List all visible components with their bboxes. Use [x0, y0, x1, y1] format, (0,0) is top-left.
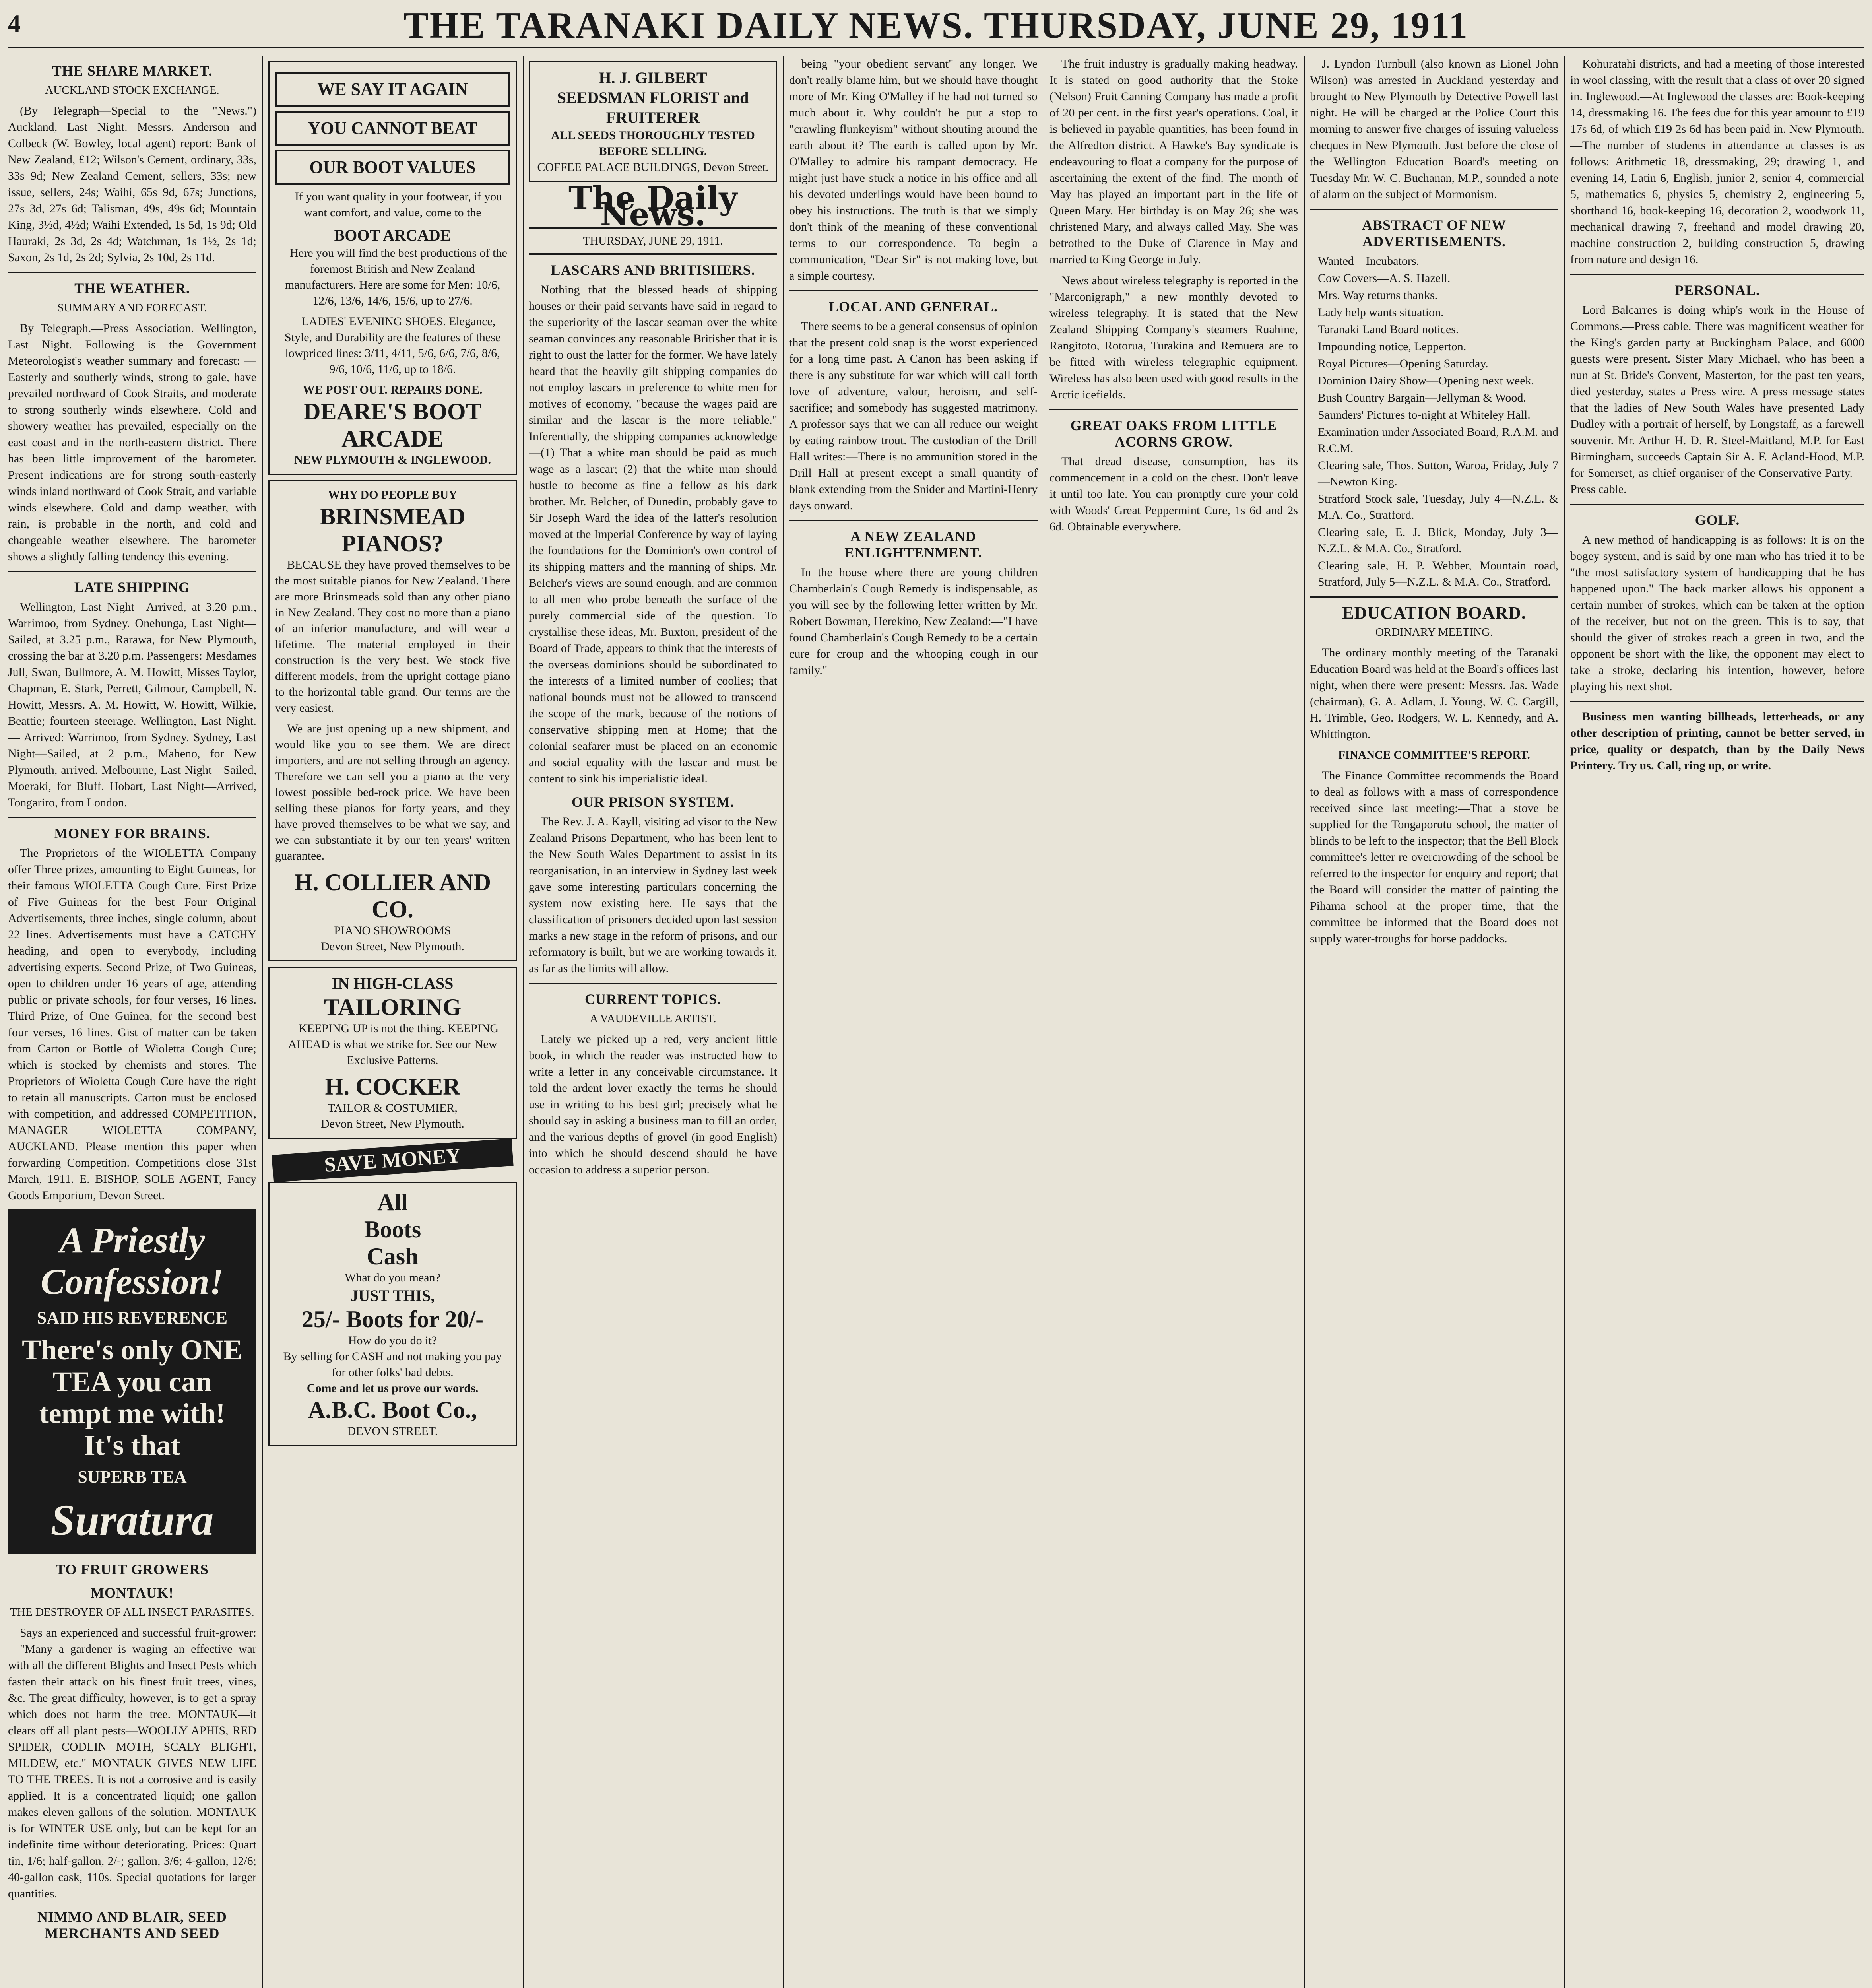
- turnbull-text: J. Lyndon Turnbull (also known as Lionel John Wilson) was arrested in Auckland yesterday and brought to New Plymouth by Detective Powell last night. He will be charged at the Police Court this morning to answer five charges of issuing valueless cheques in New Plymouth. Just before the close of the Wellington Education Board's meeting on Tuesday Mr. W. C. Buchanan, M.P., sounded a note of alarm on the subject of Mormonism.: [1310, 57, 1558, 201]
- list-item: Clearing sale, H. P. Webber, Mountain road, Stratford, July 5—N.Z.L. & M.A. Co., Stratford.: [1318, 559, 1558, 588]
- divider: [1310, 209, 1558, 210]
- list-item: Wanted—Incubators.: [1318, 254, 1419, 268]
- tailoring-ad: [268, 967, 517, 1139]
- great-oaks-heading: GREAT OAKS FROM LITTLE ACORNS GROW.: [1070, 417, 1277, 450]
- suratura-line3: SAID HIS REVERENCE: [37, 1308, 228, 1328]
- divider: [8, 817, 256, 818]
- divider: [789, 290, 1038, 291]
- education-board-subheading: ORDINARY MEETING.: [1375, 626, 1493, 639]
- brinsmead-line1: WHY DO PEOPLE BUY: [328, 488, 457, 501]
- boot-values-ad: [268, 61, 517, 475]
- abc-line4: What do you mean?: [345, 1271, 440, 1284]
- masthead: [0, 0, 1872, 52]
- money-brains-text: The Proprietors of the WIOLETTA Company offer Three prizes, amounting to Eight Guineas, for their famous WIOLETTA Cough Cure. First Prize of Five Guineas for the best Four Original Advertisements, three inches, single column, about 22 lines. Advertisements must have a CATCHY heading, and open to everybody, including advertising experts. Second Prize, of Two Guineas, open to children under 16 years of age, attending public or private schools, for four verses, 16 lines. Third Prize, of One Guinea, for the second best four verses, 16 lines. Gist of matter can be taken from Carton or Bottle of Wioletta Cough Cure; which is stocked by chemists and stores. The Proprietors of Wioletta Cough Cure have the right to retain all manuscripts. Carton must be enclosed with competition, and addressed COMPETITION, MANAGER WIOLETTA COMPANY, AUCKLAND. Please mention this paper when forwarding Competition. Competitions close 31st March, 1911. E. BISHOP, SOLE AGENT, Fancy Goods Emporium, Devon Street.: [8, 846, 256, 1202]
- abc-line7: How do you do it?: [348, 1334, 437, 1347]
- abc-address: DEVON STREET.: [347, 1425, 438, 1438]
- money-brains-heading: MONEY FOR BRAINS.: [54, 825, 210, 841]
- boot-address: NEW PLYMOUTH & INGLEWOOD.: [294, 453, 491, 466]
- share-market-text: (By Telegraph—Special to the "News.") Auckland, Last Night. Messrs. Anderson and Colbeck (W. Bowley, local agent) report: Bank of New Zealand, £12; Wilson's Cement, ordinary, 33s, 33s 9d; New Zealand Cement, sellers, 33s; new issue, sellers, 24s; Waihi, 65s 9d, 67s; Junctions, 27s 3d, 27s 6d; Talisman, 49s, 49s 6d; Mountain King, 3½d, 4½d; Waihi Extended, 1s 5d, 1s 9d; Old Hauraki, 2s 3d, 2s 4d; Watchman, 1s 1½, 2s 1d; Saxon, 2s 1d, 2s 2d; Sylvia, 2s 10d, 2s 11d.: [8, 104, 256, 264]
- gilbert-ad: [529, 61, 777, 182]
- brinsmead-ad: [268, 480, 517, 961]
- divider: [8, 272, 256, 273]
- boot-line3: OUR BOOT VALUES: [275, 150, 510, 185]
- personal-text: Lord Balcarres is doing whip's work in the House of Commons.—Press cable. There was magnificent weather for the King's garden party at Buckingham Palace, and 6000 guests were present. Sister Mary Michael, who has been a nun at St. Bride's Convent, Masterton, for the past ten years, died yesterday, states a Press wire. A press message states that the ladies of New South Wales have presented Lady Dudley with a portrait of herself, by Longstaff, as a farewell souvenir. Mr. Arthur H. D. R. Steel-Maitland, M.P. for East Birmingham, succeeds Captain Sir A. F. Acland-Hood, M.P. for Somerset, as chief organiser of the Conservative Party.—Press cable.: [1570, 303, 1864, 496]
- lascars-text: Nothing that the blessed heads of shipping houses or their paid servants have said in regard to the superiority of the lascar seaman over the white seaman convinces any reasonable Britisher that it is right to oust the latter for the former. We have lately heard that the heavily gilt shipping companies do not employ lascars in preference to white men for motives of economy, "because the wages paid are similar and the lascar is the more reliable." Inferentially, the shipping companies acknowledge—(1) That a white man should be paid as much wage as a lascar; (2) that the white man should hustle to become as fine a fellow as his dark brother. Mr. Belcher, of Dunedin, probably gave to Sir Joseph Ward the idea of the latter's resolution moved at the Imperial Conference by way of laying the foundations for the Dominion's own control of its shipping matters and the manning of ships. Mr. Belcher's views are sound enough, and are common to all men who probe beneath the surface of the purely commercial side of the question. To crystallise these ideas, Mr. Buxton, president of the Board of Trade, appears to think that the interests of the overseas dominions should be subordinated to the interests of a limited number of coolies; that national bounds must not be allowed to transcend the scope of the mark, because of the notions of conservative shipping men at Home; that the colonial seafarer must be placed on an economic and social equality with the lascar and must be content to sink his imperialistic ideal.: [529, 283, 777, 785]
- divider: [1310, 596, 1558, 598]
- gilbert-address: COFFEE PALACE BUILDINGS, Devon Street.: [537, 161, 769, 174]
- collier-address: Devon Street, New Plymouth.: [321, 940, 464, 953]
- education-board-heading: EDUCATION BOARD.: [1342, 603, 1526, 623]
- list-item: Bush Country Bargain—Jellyman & Wood.: [1318, 391, 1526, 404]
- list-item: Mrs. Way returns thanks.: [1318, 289, 1438, 302]
- finance-committee-heading: FINANCE COMMITTEE'S REPORT.: [1338, 749, 1530, 761]
- list-item: Lady help wants situation.: [1318, 306, 1444, 319]
- abstract-list: [1318, 253, 1558, 590]
- list-item: Cow Covers—A. S. Hazell.: [1318, 272, 1451, 285]
- column-1: [8, 56, 256, 1988]
- dateline: THURSDAY, JUNE 29, 1911.: [529, 227, 777, 255]
- column-7: [1570, 56, 1864, 1988]
- weather-subheading: SUMMARY AND FORECAST.: [57, 301, 207, 314]
- cocker-title: TAILOR & COSTUMIER,: [328, 1101, 458, 1114]
- current-topics-heading: CURRENT TOPICS.: [584, 991, 722, 1007]
- daily-news-nameplate: The Daily News.: [568, 179, 737, 233]
- list-item: Examination under Associated Board, R.A.M. and R.C.M.: [1318, 425, 1558, 455]
- omalley-text: being "your obedient servant" any longer. We don't really blame him, but we should have thought more of Mr. King O'Malley if he had not turned so much about it. Why couldn't he put a stop to "crawling flunkeyism" without shouting around the earth about it? The earth is called upon by Mr. O'Malley to admire his rampant democracy. He might just have stuck a notice in his office and all his devoted underlings would have been bound to obey his instructions. The truth is that we simply don't think of the meaning of these conventional terms to our correspondence. To begin a communication, "Dear Sir" is not making love, but a simple courtesy.: [789, 57, 1038, 282]
- divider: [8, 571, 256, 572]
- collier-showroom: PIANO SHOWROOMS: [334, 924, 451, 937]
- column-2: [268, 56, 517, 1988]
- collier-name: H. COLLIER AND CO.: [294, 869, 491, 922]
- share-market-heading: THE SHARE MARKET.: [52, 63, 213, 79]
- abc-line2: Boots: [364, 1216, 421, 1242]
- list-item: Clearing sale, Thos. Sutton, Waroa, Friday, July 7—Newton King.: [1318, 459, 1558, 488]
- boot-store: BOOT ARCADE: [334, 226, 451, 244]
- vaudeville-subheading: A VAUDEVILLE ARTIST.: [590, 1012, 716, 1025]
- golf-text: A new method of handicapping is as follows: It is on the bogey system, and is said by one man who has tried it to be "the most satisfactory system of handicapping that he has happened upon." The back marker allows his opponent a certain number of strokes, which can be taken at the option of the receiver, but not on the green. This is to say, that should the giver of strokes reach a green in two, and the opponent be short with the like, the opponent may elect to take a stroke, declaring his intention, however, before playing his next shot.: [1570, 533, 1864, 693]
- abc-line6: 25/- Boots for 20/-: [301, 1306, 484, 1332]
- suratura-line6: Suratura: [50, 1496, 214, 1544]
- list-item: Dominion Dairy Show—Opening next week.: [1318, 374, 1534, 387]
- vaudeville-text: Lately we picked up a red, very ancient little book, in which the reader was instructed how to write a letter in any conceivable circumstance. It told the ardent lover exactly the terms he should use in writing to his best girl; precisely what he should say in asking a business man to fill an order, and the various depths of grovel (in good English) into which he should descend should he have occasion to address a superior person.: [529, 1033, 777, 1176]
- tailoring-line2: TAILORING: [324, 994, 462, 1020]
- local-general-heading: LOCAL AND GENERAL.: [828, 299, 998, 315]
- column-rule: [783, 56, 784, 1988]
- suratura-line4: There's only ONE TEA you can tempt me with! It's that: [22, 1334, 242, 1461]
- list-item: Impounding notice, Lepperton.: [1318, 340, 1467, 353]
- tailoring-text: KEEPING UP is not the thing. KEEPING AHEAD is what we strike for. See our New Exclusive Patterns.: [288, 1022, 499, 1067]
- nimmo-blair-footer: NIMMO AND BLAIR, SEED MERCHANTS AND SEED: [37, 1909, 227, 1941]
- masthead-rule: [8, 47, 1864, 49]
- divider: [789, 520, 1038, 521]
- montauk-text: Says an experienced and successful fruit-grower:—"Many a gardener is waging an effective war with all the different Blights and Insect Pests which fasten their attack on his finest fruit trees, vines, &c. The great difficulty, however, is to get a spray which does not harm the tree. MONTAUK—it clears off all plant pests—WOOLLY APHIS, RED SPIDER, CODLIN MOTH, SCALY BLIGHT, MILDEW, etc." MONTAUK GIVES NEW LIFE TO THE TREES. It is not a corrosive and is easily applied. It is a concentrated liquid; one gallon makes eleven gallons of the solution. MONTAUK is for WINTER USE only, but can be kept for an indefinite time without deteriorating. Prices: Quart tin, 1/6; half-gallon, 2/-; gallon, 3/6; 4-gallon, 12/6; 40-gallon cask, 110s. Special quotations for larger quantities.: [8, 1626, 256, 1900]
- brinsmead-line2: BRINSMEAD PIANOS?: [320, 503, 466, 557]
- save-money-banner: SAVE MONEY: [272, 1138, 513, 1182]
- boot-line1: WE SAY IT AGAIN: [275, 72, 510, 107]
- boot-name: DEARE'S BOOT ARCADE: [303, 398, 482, 452]
- column-rule: [1564, 56, 1565, 1988]
- suratura-line5: SUPERB TEA: [78, 1467, 187, 1487]
- boot-text2: Here you will find the best productions of the foremost British and New Zealand manufacturers. Here are some for Men: 10/6, 12/6, 13/6, 14/6, 15/6, up to 27/6.: [285, 247, 507, 307]
- gilbert-text: ALL SEEDS THOROUGHLY TESTED BEFORE SELLING.: [551, 129, 755, 158]
- boot-text: If you want quality in your footwear, if you want comfort, and value, come to the: [295, 190, 502, 219]
- list-item: Taranaki Land Board notices.: [1318, 323, 1459, 336]
- column-3: [529, 56, 777, 1988]
- printery-ad: Business men wanting billheads, letterheads, or any other description of printing, cannot be better served, in price, quality or despatch, than by the Daily News Printery. Try us. Call, ring up, or write.: [1570, 710, 1864, 772]
- abc-boots-ad: [268, 1182, 517, 1446]
- abc-line3: Cash: [367, 1243, 419, 1270]
- list-item: Stratford Stock sale, Tuesday, July 4—N.Z.L. & M.A. Co., Stratford.: [1318, 492, 1558, 522]
- column-6: [1310, 56, 1558, 1988]
- suratura-line1: A Priestly: [59, 1220, 205, 1260]
- shipping-heading: LATE SHIPPING: [74, 579, 190, 595]
- education-board-text: The ordinary monthly meeting of the Taranaki Education Board was held at the Board's offices last night, when there were present: Messrs. Jas. Wade (chairman), G. A. Adlam, J. Young, W. C. Cargill, H. Trimble, Geo. Rodgers, W. L. Kennedy, and A. Whittington.: [1310, 646, 1558, 741]
- personal-heading: PERSONAL.: [1674, 282, 1760, 298]
- column-5: [1049, 56, 1298, 1988]
- kohuratahi-text: Kohuratahi districts, and had a meeting of those interested in wool classing, with the result that a class of over 20 signed in. Inglewood.—At Inglewood the classes are: Book-keeping 14, dressmaking 16. The fees due for this year amount to £19 17s 6d, of which £19 2s 6d has been paid in. New Plymouth.—The number of students in attendance at classes is as follows: Arithmetic 18, dressmaking, 29; drawing 1, and evening 14, Latin 6, English, junior 2, senior 4, commercial 5, mathematics 6, physics 5, chemistry 2, engineering 5, shorthand 16, book-keeping 16, decoration 2, woodwork 11, mechanical drawing 7, freehand and model drawing 20, machine construction 2, building construction 5, drawing from nature and design 16.: [1570, 57, 1864, 266]
- finance-committee-text: The Finance Committee recommends the Board to deal as follows with a mass of correspondence received since last meeting:—That a stove be supplied for the Tongaporutu school, the matter of blinds to be left to the inspector; that the Bell Block committee's letter re overcrowding of the school be referred to the inspector for enquiry and report; that the Board will consider the matter of painting the Pihama school at the proper time, that the committee be informed that the Board does not supply water-troughs for horse paddocks.: [1310, 769, 1558, 945]
- lascars-heading: LASCARS AND BRITISHERS.: [551, 262, 755, 278]
- divider: [1049, 409, 1298, 410]
- suratura-ad: [8, 1209, 256, 1554]
- page-number: 4: [8, 9, 21, 37]
- gilbert-name: H. J. GILBERT: [599, 69, 707, 87]
- fruit-growers-heading: TO FRUIT GROWERS: [56, 1561, 209, 1577]
- brinsmead-text2: We are just opening up a new shipment, and would like you to see them. We are direct importers, and are not selling through an agency. Therefore we can sell you a piano at the very lowest possible bed-rock price. We have been selling these pianos for forty years, and they have proved themselves to be what we say, and we can substantiate it by our ten years' written guarantee.: [275, 722, 510, 862]
- abstract-heading: ABSTRACT OF NEW ADVERTISEMENTS.: [1362, 217, 1507, 249]
- shipping-text: Wellington, Last Night—Arrived, at 3.20 p.m., Warrimoo, from Sydney. Onehunga, Last Night—Sailed, at 3.25 p.m., Rarawa, for New Plymouth, crossing the bar at 3.20 p.m. Passengers: Mesdames Jull, Swan, Bullmore, A. M. Howitt, Misses Taylor, Chapman, E. Stark, Perrett, Gilmour, Campbell, N. Howitt, Messrs. A. M. Howitt, W. Howitt, Wilkie, Beattie; fourteen steerage. Wellington, Last Night. — Arrived: Warrimoo, from Sydney. Sydney, Last Night—Sailed, at 2 p.m., Maheno, for New Plymouth, arrived. Melbourne, Last Night—Sailed, Moeraki, for Bluff. Hobart, Last Night—Arrived, Tongariro, from London.: [8, 600, 256, 809]
- newspaper-title: THE TARANAKI DAILY NEWS. THURSDAY, JUNE 29, 1911: [403, 5, 1469, 46]
- list-item: Saunders' Pictures to-night at Whiteley Hall.: [1318, 408, 1531, 421]
- abc-line5: JUST THIS,: [350, 1287, 435, 1305]
- boot-line2: YOU CANNOT BEAT: [275, 111, 510, 146]
- abc-line9: Come and let us prove our words.: [307, 1382, 479, 1395]
- abc-line8: By selling for CASH and not making you pay for other folks' bad debts.: [283, 1350, 502, 1379]
- cocker-address: Devon Street, New Plymouth.: [321, 1117, 464, 1130]
- boot-post: WE POST OUT. REPAIRS DONE.: [303, 383, 483, 396]
- local-general-text: There seems to be a general consensus of opinion that the present cold snap is the worst experienced for a long time past. A Canon has been asking if there is any substitute for war which will call forth love of adventure, valour, heroism, and self-sacrifice; and somebody has suggested matrimony. A professor says that we can all reduce our weight by eating rainbow trout. The custodian of the Drill Hall writes:—There is no ammunition stored in the Drill Hall at present except a small quantity of blank extending from the Snider and Martini-Henry days onward.: [789, 320, 1038, 512]
- abc-name: A.B.C. Boot Co.,: [308, 1397, 477, 1423]
- suratura-line2: Confession!: [41, 1261, 224, 1302]
- column-4: [789, 56, 1038, 1988]
- divider: [1570, 274, 1864, 275]
- gilbert-trade: SEEDSMAN FLORIST and FRUITERER: [557, 89, 749, 126]
- cocker-name: H. COCKER: [325, 1074, 460, 1100]
- list-item: Royal Pictures—Opening Saturday.: [1318, 357, 1488, 370]
- column-rule: [1304, 56, 1305, 1988]
- wireless-text: News about wireless telegraphy is reported in the "Marconigraph," a new monthly devoted to wireless telegraphy. It is stated that the New Zealand Shipping Company's steamers Ruahine, Rangitoto, Rotorua, Turakina and Remuera are to be fitted with wireless telegraphic equipment. Wireless has also been used with good results in the Arctic icefields.: [1049, 274, 1298, 401]
- brinsmead-text: BECAUSE they have proved themselves to be the most suitable pianos for New Zealand. There are more Brinsmeads sold than any other piano in New Zealand. They cost no more than a piano of an inferior manufacture, and will wear a lifetime. The material employed in their construction is the very best. We stock five different models, from the upright cottage piano to the horizontal table grand. Our terms are the very easiest.: [275, 558, 510, 714]
- column-rule: [262, 56, 263, 1988]
- enlightenment-heading: A NEW ZEALAND ENLIGHTENMENT.: [844, 528, 982, 561]
- abc-line1: All: [377, 1189, 408, 1215]
- tailoring-line1: IN HIGH-CLASS: [332, 975, 454, 992]
- great-oaks-text: That dread disease, consumption, has its commencement in a cold on the chest. Don't leave it until too late. You can promptly cure your cold with Woods' Great Peppermint Cure, 1s 6d and 2s 6d. Obtainable everywhere.: [1049, 455, 1298, 533]
- weather-text: By Telegraph.—Press Association. Wellington, Last Night. Following is the Government Meteorologist's weather summary and forecast: —Easterly and southerly winds, strong to gale, have prevailed northward of Cook Straits, and moderate to strong southerly winds elsewhere. Cold and showery weather has prevailed, especially on the east coast and in the north-eastern district. There has been little improvement of the barometer. Present indications are for strong south-easterly winds inland northward of Cook Strait, and variable winds elsewhere. Cold and damp weather, with rain, is probable in the north, and cold and changeable weather elsewhere. The barometer shows a slightly falling tendency this evening.: [8, 322, 256, 563]
- share-market-subheading: AUCKLAND STOCK EXCHANGE.: [45, 84, 219, 97]
- fruit-industry-text: The fruit industry is gradually making headway. It is stated on good authority that the Stoke (Nelson) Fruit Canning Company has made a profit of 20 per cent. in the first year's operations. Coal, it is believed in payable quantities, has been found in the Alfredton district. A Hawke's Bay syndicate is endeavouring to float a company for the purpose of ascertaining the extent of the find. The month of May has played an important part in the life of Queen Mary. Her birthday is on May 26; she was christened Mary, and always called May. She was betrothed to the Duke of Clarence in May and married to King George in July.: [1049, 57, 1298, 266]
- divider: [1570, 701, 1864, 702]
- divider: [1570, 504, 1864, 505]
- enlightenment-text: In the house where there are young children Chamberlain's Cough Remedy is indispensable, as you will see by the following letter written by Mr. Robert Bowman, Herekino, New Zealand:—"I have found Chamberlain's Cough Remedy to be a certain cure for croup and the whooping cough in our family.": [789, 566, 1038, 677]
- column-rule: [523, 56, 524, 1988]
- montauk-tagline: THE DESTROYER OF ALL INSECT PARASITES.: [10, 1606, 254, 1619]
- prison-heading: OUR PRISON SYSTEM.: [571, 794, 735, 810]
- weather-heading: THE WEATHER.: [74, 280, 190, 296]
- montauk-heading: MONTAUK!: [90, 1585, 174, 1601]
- boot-ladies: LADIES' EVENING SHOES. Elegance, Style, and Durability are the features of these lowpriced lines: 3/11, 4/11, 5/6, 6/6, 7/6, 8/6, 9/6, 10/6, 11/6, up to 18/6.: [284, 315, 501, 376]
- divider: [529, 983, 777, 984]
- prison-text: The Rev. J. A. Kayll, visiting ad visor to the New Zealand Prisons Department, who has been lent to the New South Wales Department to assist in its reorganisation, in an interview in Sydney last week gave some interesting particulars concerning the system now existing here. He says that the classification of prisoners decided upon last session marks a new stage in the reform of prisons, and our reformatory is built, but we are working towards it, as far as the limits will allow.: [529, 815, 777, 975]
- list-item: Clearing sale, E. J. Blick, Monday, July 3—N.Z.L. & M.A. Co., Stratford.: [1318, 526, 1558, 555]
- golf-heading: GOLF.: [1695, 512, 1740, 528]
